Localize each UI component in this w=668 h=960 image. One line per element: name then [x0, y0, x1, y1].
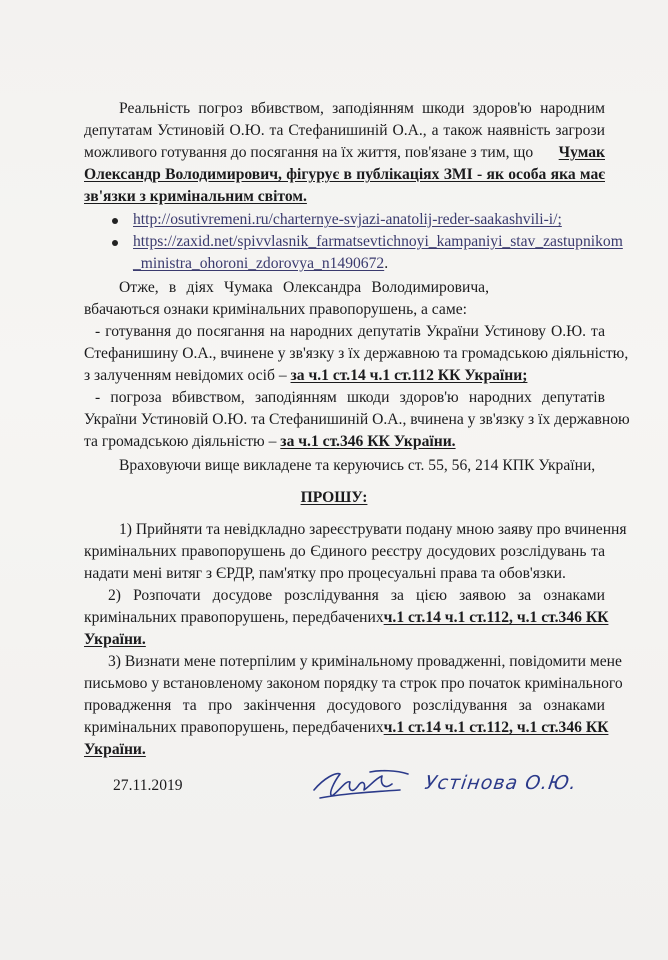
- link-zaxid-line1[interactable]: https://zaxid.net/spivvlasnik_farmatsevtichnoyi_kampaniyi_stav_zastupnikom: [133, 233, 623, 250]
- link-zaxid-line2-wrap: [133, 254, 388, 273]
- req3-line5: України.: [84, 741, 146, 758]
- para2-line2: вбачаються ознаки кримінальних правопорушень, а саме:: [84, 301, 467, 318]
- bullet-2: [112, 240, 118, 246]
- req3-line2: письмово у встановленому законом порядку та строк про початок кримінального: [84, 675, 623, 692]
- item2-line3-text: та громадською діяльністю –: [84, 433, 277, 450]
- item2-line2: України Устиновій О.Ю. та Стефанишиній О.А., вчинена у зв'язку з їх державною: [84, 411, 630, 428]
- item1-line1: - готування до посягання на народних депутатів України Устинову О.Ю. та: [95, 323, 605, 340]
- link-tail: .: [384, 255, 389, 272]
- req1-line1: 1) Прийняти та невідкладно зареєструвати подану мною заяву про вчинення: [119, 521, 627, 538]
- req1-line2: кримінальних правопорушень до Єдиного реєстру досудових розслідувань та: [84, 543, 605, 560]
- para1-bold-line3: зв'язки з кримінальним світом.: [84, 188, 307, 205]
- link-zaxid-line2[interactable]: _ministra_ohoroni_zdorovya_n1490672: [133, 255, 385, 272]
- date: 27.11.2019: [113, 777, 183, 794]
- item1-line2: Стефанишину О.А., вчинене у зв'язку з їх державною та громадською діяльністю,: [84, 345, 629, 362]
- para1-line3-text: можливого готування до посягання на їх життя, пов'язане з тим, що: [84, 144, 534, 161]
- bullet-1: [112, 218, 118, 224]
- item1-line3-text: з залученням невідомих осіб –: [84, 367, 287, 384]
- req2-line3: України.: [84, 631, 146, 648]
- req3-line4: [84, 718, 609, 737]
- request-heading: ПРОШУ:: [300, 489, 368, 506]
- item2-article: за ч.1 ст.346 КК України.: [280, 433, 456, 450]
- req3-line1: 3) Визнати мене потерпілим у кримінальному провадженні, повідомити мене: [108, 653, 622, 670]
- item1-line3: [84, 366, 527, 385]
- req1-line3: надати мені витяг з ЄРДР, пам'ятку про процесуальні права та обов'язки.: [84, 565, 566, 582]
- link-osutivremeni[interactable]: http://osutivremeni.ru/charternye-svjazi-anatolij-reder-saakashvili-i/;: [133, 211, 562, 228]
- para1-bold-start: Чумак: [558, 144, 605, 161]
- para1-bold-line2: Олександр Володимирович, фігурує в публікаціях ЗМІ - як особа яка має: [84, 166, 605, 183]
- req2-line2: [84, 608, 609, 627]
- signature-name: Устінова О.Ю.: [423, 772, 579, 794]
- req2-line1: 2) Розпочати досудове розслідування за цією заявою за ознаками: [108, 587, 605, 604]
- req2-line2-text: кримінальних правопорушень, передбачених: [84, 609, 384, 626]
- item2-line1: - погроза вбивством, заподіянням шкоди здоров'ю народних депутатів: [95, 389, 605, 406]
- req3-line4-text: кримінальних правопорушень, передбачених: [84, 719, 384, 736]
- para3: Враховуючи вище викладене та керуючись ст. 55, 56, 214 КПК України,: [119, 457, 596, 474]
- req3-articles: ч.1 ст.14 ч.1 ст.112, ч.1 ст.346 КК: [383, 719, 609, 736]
- para1-line3: [84, 143, 605, 162]
- para2-line1: Отже, в діях Чумака Олександра Володимировича,: [119, 279, 489, 296]
- signature-scribble: [310, 760, 420, 808]
- item2-line3: [84, 432, 456, 451]
- item1-article: за ч.1 ст.14 ч.1 ст.112 КК України;: [290, 367, 528, 384]
- para1-line1: Реальність погроз вбивством, заподіянням шкоди здоров'ю народним: [119, 100, 605, 117]
- para1-line2: депутатам Устиновій О.Ю. та Стефанишиній О.А., а також наявність загрози: [84, 122, 605, 139]
- req3-line3: провадження та про закінчення досудового розслідування за ознаками: [84, 697, 605, 714]
- req2-articles: ч.1 ст.14 ч.1 ст.112, ч.1 ст.346 КК: [383, 609, 609, 626]
